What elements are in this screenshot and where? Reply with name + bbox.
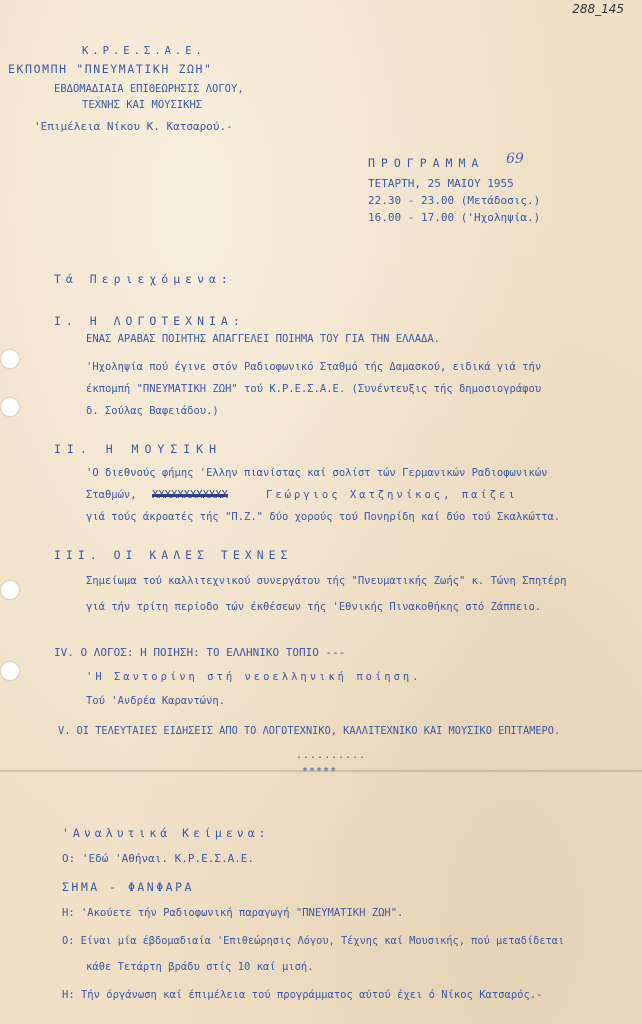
section-1-line-2: 'Ηχοληψία πού έγινε στόν Ραδιοφωνικό Σταθμό τής Δαμασκού, ειδικά γιά τήν xyxy=(86,361,542,373)
section-4-line-2: Τού 'Ανδρέα Καραντώνη. xyxy=(86,695,226,707)
section-1-line-4: δ. Σούλας Βαφειάδου.) xyxy=(86,405,219,417)
header-org: Κ.Ρ.Ε.Σ.Α.Ε. xyxy=(82,45,206,57)
punch-hole xyxy=(1,581,19,599)
program-number: 69 xyxy=(506,151,524,167)
ornament-stars: ***** xyxy=(302,766,338,777)
texts-line-6: Η: Τήν όργάνωση καί έπιμέλεια τού προγράμματος αύτού έχει ό Νίκος Κατσαρός.- xyxy=(62,989,543,1001)
section-1-heading: Ι. Η ΛΟΓΟΤΕΧΝΙΑ: xyxy=(54,314,245,328)
punch-hole xyxy=(1,662,19,680)
section-4-heading: ΙV. Ο ΛΟΓΟΣ: Η ΠΟΙΗΣΗ: ΤΟ ΕΛΛΗΝΙΚΟ ΤΟΠΙΟ --- xyxy=(54,646,346,659)
section-1-line-3: έκπομπή "ΠΝΕΥΜΑΤΙΚΗ ΖΩΗ" τού Κ.Ρ.Ε.Σ.Α.Ε. (Συνέντευξις τής δημοσιογράφου xyxy=(86,383,542,395)
section-5-heading: V. ΟΙ ΤΕΛΕΥΤΑΙΕΣ ΕΙΔΗΣΕΙΣ ΑΠΟ ΤΟ ΛΟΓΟΤΕΧΝΙΚΟ, ΚΑΛΛΙΤΕΧΝΙΚΟ ΚΑΙ ΜΟΥΣΙΚΟ ΕΠΙΤΑΜΕΡΟ. xyxy=(58,725,561,737)
header-subtitle-1: ΕΒΔΟΜΑΔΙΑΙΑ ΕΠΙΘΕΩΡΗΣΙΣ ΛΟΓΟΥ, xyxy=(54,83,244,95)
section-2-heading: ΙΙ. Η ΜΟΥΣΙΚΗ xyxy=(54,442,223,456)
punch-hole xyxy=(1,398,19,416)
program-date: ΤΕΤΑΡΤΗ, 25 ΜΑΙΟΥ 1955 xyxy=(368,177,514,190)
header-editor: 'Επιμέλεια Νίκου Κ. Κατσαρού.- xyxy=(34,120,233,133)
archive-number: 288_145 xyxy=(572,2,624,16)
texts-title: 'Αναλυτικά Κείμενα: xyxy=(62,826,270,840)
program-time-broadcast: 22.30 - 23.00 (Μετάδοσις.) xyxy=(368,194,541,207)
texts-line-2: ΣΗΜΑ - ΦΑΝΦΑΡΑ xyxy=(62,880,194,894)
section-2-line-2-start: Σταθμών, xyxy=(86,489,137,501)
texts-line-3: Η: 'Ακούετε τήν Ραδιοφωνική παραγωγή "ΠΝΕΥΜΑΤΙΚΗ ΖΩΗ". xyxy=(62,907,404,919)
section-1-line-1: ΕΝΑΣ ΑΡΑΒΑΣ ΠΟΙΗΤΗΣ ΑΠΑΓΓΕΛΕΙ ΠΟΙΗΜΑ ΤΟΥ ΓΙΑ ΤΗΝ ΕΛΛΑΔΑ. xyxy=(86,333,441,345)
program-time-recording: 16.00 - 17.00 ('Ηχοληψία.) xyxy=(368,211,541,224)
section-3-line-1: Σημείωμα τού καλλιτεχνικού συνεργάτου τής "Πνευματικής Ζωής" κ. Τώνη Σπητέρη xyxy=(86,575,567,587)
section-2-line-1: 'Ο διεθνούς φήμης 'Ελλην πιανίστας καί σολίστ τών Γερμανικών Ραδιοφωνικών xyxy=(86,467,548,479)
section-2-line-3: γιά τούς άκροατές τής "Π.Ζ." δύο χορούς τού Πονηρίδη καί δύο τού Σκαλκώττα. xyxy=(86,511,561,523)
texts-line-1: Ο: 'Εδώ 'Αθήναι. Κ.Ρ.Ε.Σ.Α.Ε. xyxy=(62,852,255,865)
header-subtitle-2: ΤΕΧΝΗΣ ΚΑΙ ΜΟΥΣΙΚΗΣ xyxy=(82,99,203,111)
ornament-dots: .......... xyxy=(296,750,367,761)
section-3-heading: ΙΙΙ. ΟΙ ΚΑΛΕΣ ΤΕΧΝΕΣ xyxy=(54,548,293,562)
program-label: ΠΡΟΓΡΑΜΜΑ xyxy=(368,156,485,170)
section-2-struck-out-text: ΧΧΧΧΧΧΧΧΧΧΧΧ xyxy=(152,489,228,501)
texts-line-5: κάθε Τετάρτη βράδυ στίς 10 καί μισή. xyxy=(86,961,314,973)
contents-title: Τά Περιεχόμενα: xyxy=(54,272,233,286)
texts-line-4: Ο: Είναι μία έβδομαδιαία 'Επιθεώρησις Λόγου, Τέχνης καί Μουσικής, πού μεταδίδεται xyxy=(62,935,565,947)
section-4-line-1: 'Η Σαντορίνη στή νεοελληνική ποίηση. xyxy=(86,671,422,683)
punch-hole xyxy=(1,350,19,368)
section-3-line-2: γιά τήν τρίτη περίοδο τών έκθέσεων τής 'Εθνικής Πινακοθήκης στό Ζάππειο. xyxy=(86,601,542,613)
section-2-line-2-end: Γεώργιος Χατζηνίκος, παίζει xyxy=(266,489,518,501)
header-show: ΕΚΠΟΜΠΗ "ΠΝΕΥΜΑΤΙΚΗ ΖΩΗ" xyxy=(8,62,213,76)
